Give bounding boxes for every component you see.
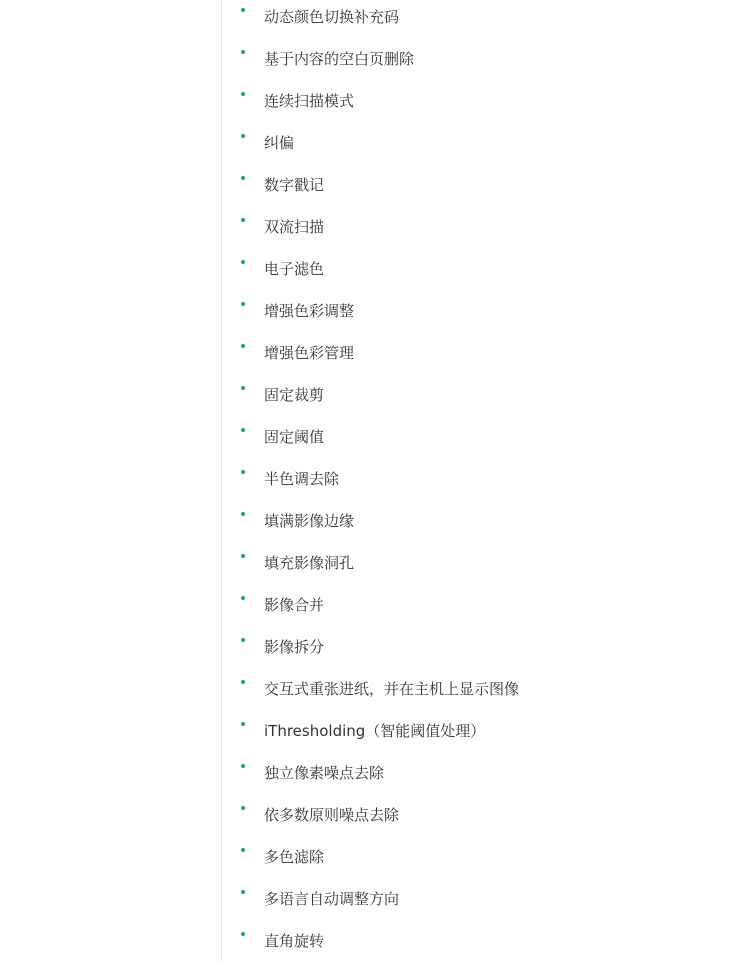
list-item: [238, 205, 519, 247]
bullet-icon: [241, 554, 245, 558]
list-item: [238, 499, 519, 541]
list-item-label: 多语言自动调整方向: [264, 889, 400, 908]
bullet-icon: [241, 932, 245, 936]
list-item: [238, 37, 519, 79]
bullet-icon: [241, 512, 245, 516]
list-item-label: 固定阈值: [264, 427, 325, 446]
list-item-label: 半色调去除: [264, 469, 340, 488]
list-item: [238, 331, 519, 373]
bullet-icon: [241, 218, 245, 222]
list-item-label: 双流扫描: [264, 217, 325, 236]
bullet-icon: [241, 134, 245, 138]
bullet-icon: [241, 890, 245, 894]
list-item: [238, 583, 519, 625]
bullet-icon: [241, 722, 245, 726]
bullet-icon: [241, 764, 245, 768]
bullet-icon: [241, 260, 245, 264]
bullet-icon: [241, 806, 245, 810]
bullet-icon: [241, 848, 245, 852]
list-item: [238, 625, 519, 667]
list-item-label: 依多数原则噪点去除: [264, 805, 400, 824]
list-item: [238, 0, 519, 37]
bullet-icon: [241, 8, 245, 12]
bullet-icon: [241, 50, 245, 54]
bullet-icon: [241, 596, 245, 600]
list-item: [238, 919, 519, 961]
list-item-label: 基于内容的空白页删除: [264, 49, 415, 68]
list-item-label: 影像拆分: [264, 637, 325, 656]
list-item-label: 填充影像洞孔: [264, 553, 355, 572]
list-item-label: 增强色彩调整: [264, 301, 355, 320]
list-item-label: iThresholding（智能阈值处理）: [264, 721, 486, 740]
list-item-label: 独立像素噪点去除: [264, 763, 385, 782]
list-item: [238, 289, 519, 331]
list-item: [238, 163, 519, 205]
list-item: [238, 793, 519, 835]
bullet-icon: [241, 470, 245, 474]
feature-list: [238, 0, 519, 961]
list-item-label: 固定裁剪: [264, 385, 325, 404]
bullet-icon: [241, 92, 245, 96]
list-item: [238, 709, 519, 751]
sidebar-divider: [221, 0, 222, 961]
list-item: [238, 373, 519, 415]
list-item-label: 交互式重张进纸，并在主机上显示图像: [264, 679, 520, 698]
bullet-icon: [241, 302, 245, 306]
bullet-icon: [241, 680, 245, 684]
bullet-icon: [241, 428, 245, 432]
list-item: [238, 835, 519, 877]
list-item-label: 纠偏: [264, 133, 295, 152]
list-item-label: 动态颜色切换补充码: [264, 7, 400, 26]
list-item: [238, 877, 519, 919]
list-item: [238, 247, 519, 289]
list-item: [238, 667, 519, 709]
list-item: [238, 541, 519, 583]
list-item: [238, 121, 519, 163]
list-item: [238, 415, 519, 457]
list-item: [238, 751, 519, 793]
list-item: [238, 79, 519, 121]
bullet-icon: [241, 386, 245, 390]
bullet-icon: [241, 344, 245, 348]
list-item: [238, 457, 519, 499]
list-item-label: 电子滤色: [264, 259, 325, 278]
bullet-icon: [241, 638, 245, 642]
list-item-label: 数字戳记: [264, 175, 325, 194]
list-item-label: 增强色彩管理: [264, 343, 355, 362]
list-item-label: 直角旋转: [264, 931, 325, 950]
list-item-label: 连续扫描模式: [264, 91, 355, 110]
list-item-label: 填满影像边缘: [264, 511, 355, 530]
list-item-label: 多色滤除: [264, 847, 325, 866]
list-item-label: 影像合并: [264, 595, 325, 614]
bullet-icon: [241, 176, 245, 180]
